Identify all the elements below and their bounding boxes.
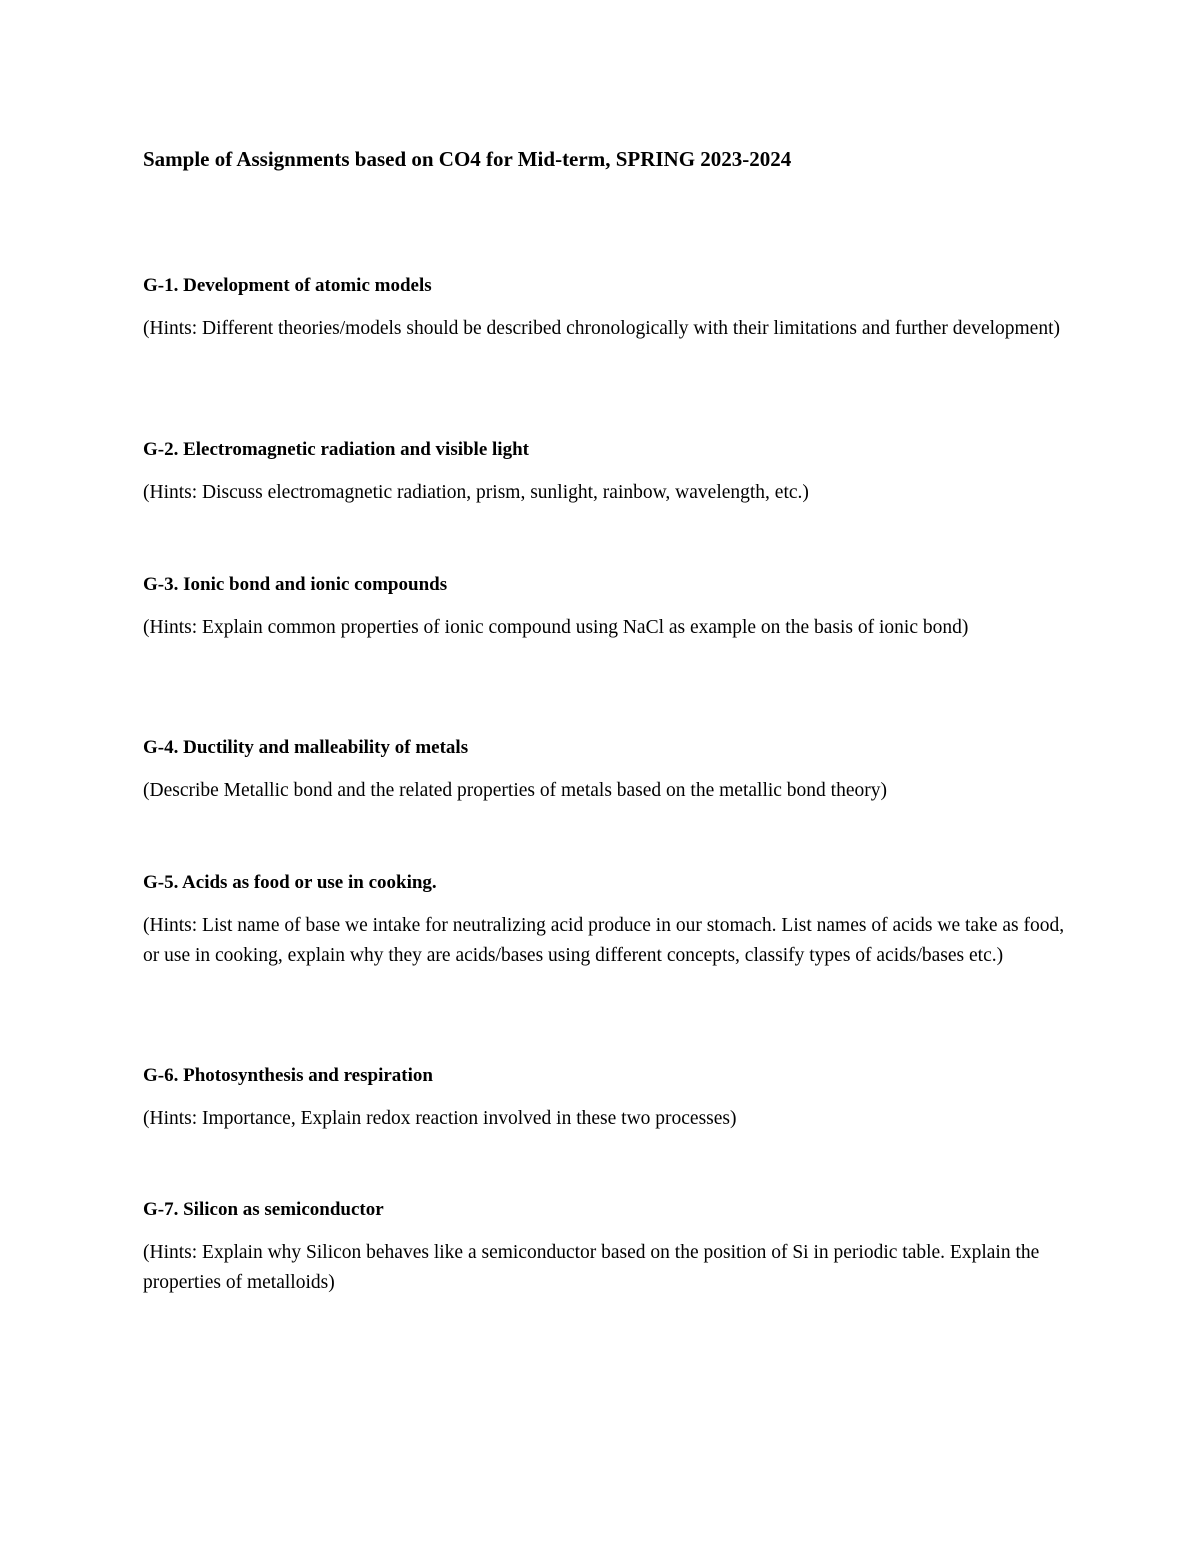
assignment-item-g2	[143, 436, 1068, 508]
document-title: Sample of Assignments based on CO4 for Mid-term, SPRING 2023-2024	[143, 147, 792, 171]
assignment-hint: (Hints: Explain common properties of ionic compound using NaCl as example on the basis of ionic bond)	[143, 617, 969, 638]
assignment-heading: G-6. Photosynthesis and respiration	[143, 1065, 433, 1086]
assignment-item-g1	[143, 272, 1068, 344]
assignment-hint: (Describe Metallic bond and the related properties of metals based on the metallic bond theory)	[143, 780, 887, 801]
assignment-hint: (Hints: Different theories/models should be described chronologically with their limitations and further development)	[143, 318, 1060, 339]
assignment-heading: G-4. Ductility and malleability of metals	[143, 737, 469, 758]
assignment-hint: (Hints: Importance, Explain redox reaction involved in these two processes)	[143, 1108, 737, 1129]
assignment-heading: G-3. Ionic bond and ionic compounds	[143, 574, 448, 595]
assignment-hint: (Hints: List name of base we intake for neutralizing acid produce in our stomach. List names of acids we take as food, or use in cooking, explain why they are acids/bases using different concepts, classify types of acids/bases etc.)	[143, 915, 1065, 966]
assignment-item-g5	[143, 869, 1068, 971]
assignment-item-g4	[143, 734, 1068, 806]
assignment-item-g7	[143, 1196, 1068, 1298]
assignment-heading: G-7. Silicon as semiconductor	[143, 1199, 384, 1220]
assignment-heading: G-2. Electromagnetic radiation and visible light	[143, 439, 529, 460]
assignment-hint: (Hints: Explain why Silicon behaves like a semiconductor based on the position of Si in periodic table. Explain the properties of metalloids)	[143, 1242, 1040, 1293]
assignment-hint: (Hints: Discuss electromagnetic radiation, prism, sunlight, rainbow, wavelength, etc.)	[143, 482, 809, 503]
assignment-item-g6	[143, 1062, 1068, 1134]
assignment-heading: G-1. Development of atomic models	[143, 275, 432, 296]
assignment-heading: G-5. Acids as food or use in cooking.	[143, 872, 437, 893]
assignment-item-g3	[143, 571, 1068, 643]
